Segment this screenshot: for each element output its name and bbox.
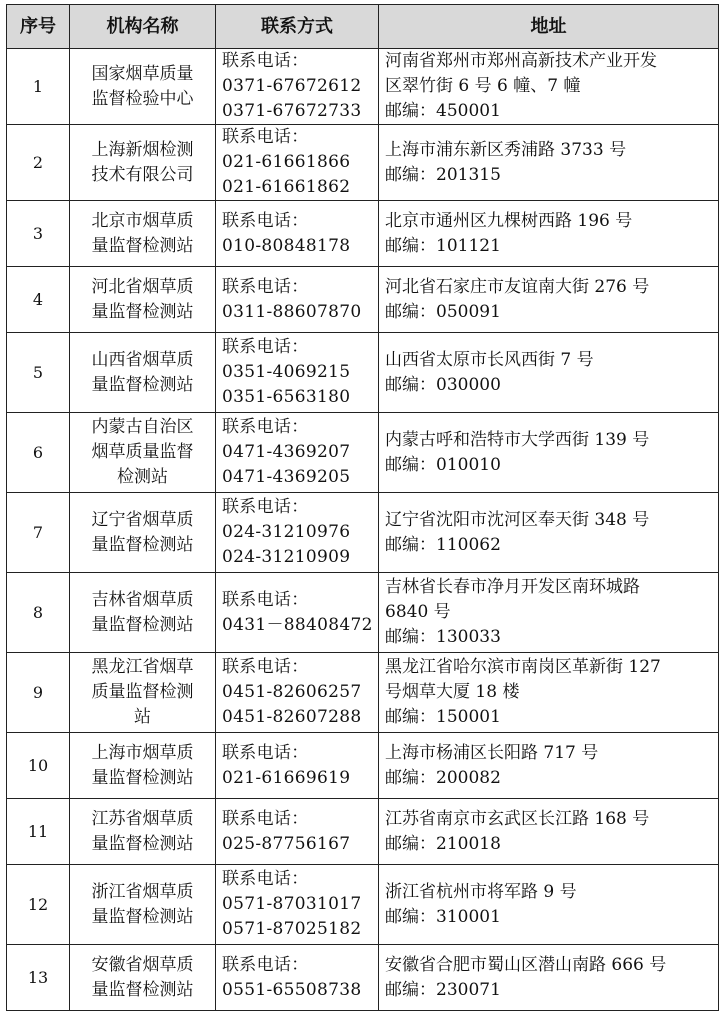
table-body bbox=[7, 49, 719, 1011]
row-number: 8 bbox=[7, 573, 70, 653]
address-info-line: 邮编：201315 bbox=[385, 164, 501, 185]
address-info-line: 邮编：130033 bbox=[385, 627, 501, 647]
institution-name bbox=[70, 573, 216, 653]
address-info-line: 浙江省杭州市将军路 9 号 bbox=[385, 881, 577, 902]
address-info-line: 区翠竹街 6 号 6 幢、7 幢 bbox=[385, 76, 581, 96]
contact-info-line: 0451-82606257 bbox=[222, 682, 362, 702]
contact-info-line: 0451-82607288 bbox=[222, 707, 362, 727]
institution-name-line: 监督检验中心 bbox=[91, 88, 194, 109]
contact-info-line: 联系电话： bbox=[222, 954, 309, 975]
contact-info bbox=[216, 945, 379, 1011]
contact-info-line: 0471-4369207 bbox=[222, 442, 351, 462]
table-row bbox=[7, 865, 719, 945]
contact-info-line: 024-31210976 bbox=[222, 522, 351, 542]
address-info-line: 邮编：101121 bbox=[385, 235, 501, 256]
header-address: 地址 bbox=[379, 5, 719, 49]
row-number: 3 bbox=[7, 201, 70, 267]
address-info-line: 内蒙古呼和浩特市大学西街 139 号 bbox=[385, 429, 650, 450]
contact-info-line: 联系电话： bbox=[222, 51, 309, 71]
contact-info-line: 0371-67672733 bbox=[222, 101, 362, 121]
row-number: 7 bbox=[7, 493, 70, 573]
contact-info-line: 0311-88607870 bbox=[222, 301, 362, 322]
contact-info bbox=[216, 333, 379, 413]
header-contact: 联系方式 bbox=[216, 5, 379, 49]
contact-info-line: 联系电话： bbox=[222, 589, 309, 610]
institution-name bbox=[70, 733, 216, 799]
row-number: 5 bbox=[7, 333, 70, 413]
table-row bbox=[7, 267, 719, 333]
institution-name-line: 检测站 bbox=[117, 467, 168, 487]
address-info-line: 吉林省长春市净月开发区南环城路 bbox=[385, 577, 640, 597]
institution-name-line: 浙江省烟草质 bbox=[91, 881, 194, 902]
institution-name-line: 量监督检测站 bbox=[91, 301, 194, 322]
row-number: 13 bbox=[7, 945, 70, 1011]
address-info bbox=[379, 49, 719, 125]
row-number: 12 bbox=[7, 865, 70, 945]
institution-name bbox=[70, 493, 216, 573]
institution-name-line: 技术有限公司 bbox=[91, 164, 194, 185]
institution-name-line: 上海市烟草质 bbox=[91, 742, 194, 763]
address-info bbox=[379, 799, 719, 865]
address-info-line: 上海市浦东新区秀浦路 3733 号 bbox=[385, 139, 627, 160]
contact-info bbox=[216, 573, 379, 653]
address-info-line: 邮编：230071 bbox=[385, 979, 501, 1000]
address-info-line: 辽宁省沈阳市沈河区奉天街 348 号 bbox=[385, 509, 650, 530]
contact-info-line: 0351-4069215 bbox=[222, 362, 351, 382]
institution-name-line: 量监督检测站 bbox=[91, 374, 194, 395]
table-row bbox=[7, 333, 719, 413]
table-row bbox=[7, 945, 719, 1011]
contact-info-line: 0571-87025182 bbox=[222, 919, 362, 939]
address-info-line: 安徽省合肥市蜀山区潜山南路 666 号 bbox=[385, 954, 667, 975]
contact-info-line: 联系电话： bbox=[222, 869, 309, 889]
contact-info-line: 021-61669619 bbox=[222, 767, 351, 788]
address-info bbox=[379, 733, 719, 799]
contact-info-line: 010-80848178 bbox=[222, 235, 351, 256]
institution-name-line: 量监督检测站 bbox=[91, 767, 194, 788]
contact-info-line: 联系电话： bbox=[222, 417, 309, 437]
row-number: 2 bbox=[7, 125, 70, 201]
address-info-line: 黑龙江省哈尔滨市南岗区革新街 127 bbox=[385, 657, 661, 677]
institution-name-line: 内蒙古自治区 bbox=[91, 417, 194, 437]
header-name: 机构名称 bbox=[70, 5, 216, 49]
header-no: 序号 bbox=[7, 5, 70, 49]
contact-info-line: 联系电话： bbox=[222, 808, 309, 829]
institution-name-line: 站 bbox=[134, 707, 151, 727]
institution-name bbox=[70, 413, 216, 493]
table-row bbox=[7, 573, 719, 653]
contact-info-line: 联系电话： bbox=[222, 210, 309, 231]
institution-name-line: 国家烟草质量 bbox=[91, 63, 194, 84]
contact-info bbox=[216, 201, 379, 267]
institution-name-line: 量监督检测站 bbox=[91, 235, 194, 256]
institution-name bbox=[70, 865, 216, 945]
address-info bbox=[379, 413, 719, 493]
contact-info-line: 025-87756167 bbox=[222, 833, 351, 854]
address-info-line: 河北省石家庄市友谊南大街 276 号 bbox=[385, 276, 650, 297]
address-info-line: 邮编：210018 bbox=[385, 833, 501, 854]
contact-info bbox=[216, 125, 379, 201]
institution-name bbox=[70, 49, 216, 125]
contacts-table bbox=[6, 4, 719, 1011]
institution-name-line: 河北省烟草质 bbox=[91, 276, 194, 297]
row-number: 9 bbox=[7, 653, 70, 733]
row-number: 1 bbox=[7, 49, 70, 125]
table-row bbox=[7, 201, 719, 267]
contact-info-line: 021-61661866 bbox=[222, 152, 351, 172]
address-info bbox=[379, 125, 719, 201]
contact-info-line: 联系电话： bbox=[222, 127, 309, 147]
contact-info-line: 联系电话： bbox=[222, 657, 309, 677]
row-number: 6 bbox=[7, 413, 70, 493]
address-info-line: 河南省郑州市郑州高新技术产业开发 bbox=[385, 51, 657, 71]
institution-name-line: 山西省烟草质 bbox=[91, 349, 194, 370]
table-row bbox=[7, 733, 719, 799]
contact-info bbox=[216, 865, 379, 945]
contact-info bbox=[216, 493, 379, 573]
institution-name-line: 质量监督检测 bbox=[91, 682, 194, 702]
contact-info bbox=[216, 653, 379, 733]
institution-name-line: 江苏省烟草质 bbox=[91, 808, 194, 829]
institution-name-line: 量监督检测站 bbox=[91, 906, 194, 927]
institution-name bbox=[70, 201, 216, 267]
address-info-line: 邮编：010010 bbox=[385, 454, 501, 475]
table-row bbox=[7, 653, 719, 733]
address-info bbox=[379, 493, 719, 573]
header-row bbox=[7, 5, 719, 49]
table-row bbox=[7, 49, 719, 125]
row-number: 4 bbox=[7, 267, 70, 333]
contact-info bbox=[216, 267, 379, 333]
address-info-line: 江苏省南京市玄武区长江路 168 号 bbox=[385, 808, 650, 829]
row-number: 11 bbox=[7, 799, 70, 865]
table-row bbox=[7, 125, 719, 201]
table-row bbox=[7, 799, 719, 865]
institution-name-line: 量监督检测站 bbox=[91, 979, 194, 1000]
institution-name bbox=[70, 333, 216, 413]
address-info-line: 邮编：310001 bbox=[385, 906, 501, 927]
contact-info bbox=[216, 413, 379, 493]
institution-name-line: 量监督检测站 bbox=[91, 534, 194, 555]
institution-name-line: 量监督检测站 bbox=[91, 833, 194, 854]
institution-name-line: 烟草质量监督 bbox=[91, 442, 194, 462]
institution-name-line: 吉林省烟草质 bbox=[91, 589, 194, 610]
address-info-line: 上海市杨浦区长阳路 717 号 bbox=[385, 742, 599, 763]
contact-info-line: 0471-4369205 bbox=[222, 467, 351, 487]
address-info-line: 邮编：200082 bbox=[385, 767, 501, 788]
contact-info-line: 联系电话： bbox=[222, 742, 309, 763]
address-info-line: 号烟草大厦 18 楼 bbox=[385, 682, 520, 702]
address-info bbox=[379, 653, 719, 733]
institution-name-line: 辽宁省烟草质 bbox=[91, 509, 194, 530]
contact-info bbox=[216, 49, 379, 125]
contact-info-line: 0351-6563180 bbox=[222, 387, 351, 407]
address-info-line: 6840 号 bbox=[385, 602, 451, 622]
address-info bbox=[379, 201, 719, 267]
address-info bbox=[379, 865, 719, 945]
address-info bbox=[379, 573, 719, 653]
institution-name bbox=[70, 653, 216, 733]
contact-info bbox=[216, 799, 379, 865]
contact-info-line: 021-61661862 bbox=[222, 177, 351, 197]
institution-name-line: 北京市烟草质 bbox=[91, 210, 194, 231]
institution-name bbox=[70, 945, 216, 1011]
address-info bbox=[379, 267, 719, 333]
institution-name bbox=[70, 799, 216, 865]
institution-name bbox=[70, 267, 216, 333]
address-info-line: 北京市通州区九棵树西路 196 号 bbox=[385, 210, 633, 231]
address-info bbox=[379, 945, 719, 1011]
address-info-line: 山西省太原市长风西街 7 号 bbox=[385, 349, 594, 370]
contact-info-line: 联系电话： bbox=[222, 497, 309, 517]
contact-info-line: 0571-87031017 bbox=[222, 894, 362, 914]
address-info-line: 邮编：150001 bbox=[385, 707, 501, 727]
contact-info bbox=[216, 733, 379, 799]
address-info bbox=[379, 333, 719, 413]
institution-name-line: 安徽省烟草质 bbox=[91, 954, 194, 975]
contact-info-line: 联系电话： bbox=[222, 276, 309, 297]
address-info-line: 邮编：030000 bbox=[385, 374, 501, 395]
contact-info-line: 联系电话： bbox=[222, 337, 309, 357]
address-info-line: 邮编：110062 bbox=[385, 534, 501, 555]
table-row bbox=[7, 413, 719, 493]
institution-name-line: 量监督检测站 bbox=[91, 614, 194, 635]
contact-info-line: 0431－88408472 bbox=[222, 614, 373, 635]
institution-name-line: 上海新烟检测 bbox=[91, 139, 194, 160]
table-row bbox=[7, 493, 719, 573]
row-number: 10 bbox=[7, 733, 70, 799]
contact-info-line: 0551-65508738 bbox=[222, 979, 362, 1000]
contact-info-line: 0371-67672612 bbox=[222, 76, 362, 96]
institution-name bbox=[70, 125, 216, 201]
address-info-line: 邮编：450001 bbox=[385, 101, 501, 121]
institution-name-line: 黑龙江省烟草 bbox=[91, 657, 194, 677]
contact-info-line: 024-31210909 bbox=[222, 547, 351, 567]
address-info-line: 邮编：050091 bbox=[385, 301, 501, 322]
